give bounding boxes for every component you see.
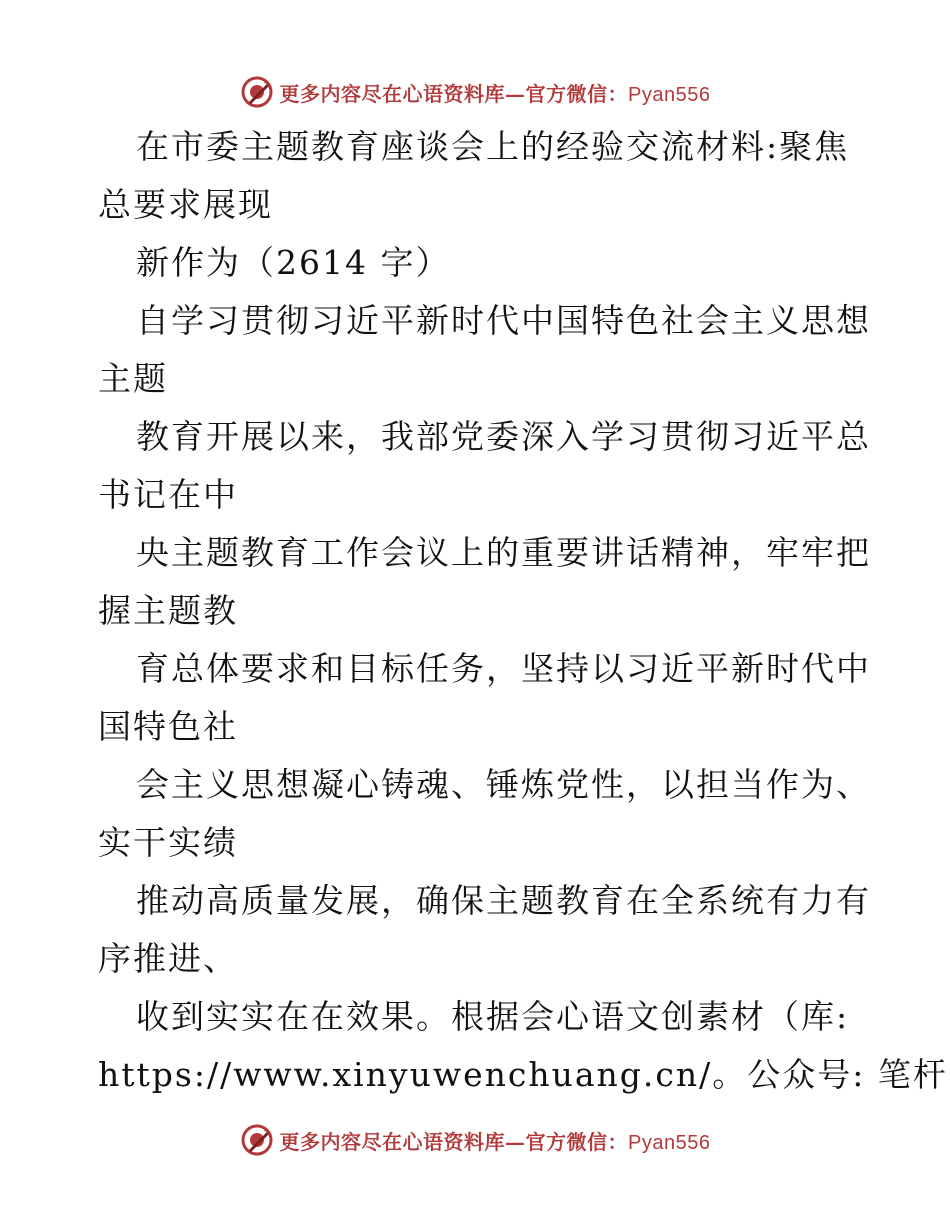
body-line: 育总体要求和目标任务，坚持以习近平新时代中 (136, 649, 871, 688)
body-line: 国特色社 (98, 707, 238, 746)
body-line: 新作为（2614 字） (136, 243, 451, 282)
header-wechat-id: Pyan556 (628, 83, 711, 106)
body-line: 实干实绩 (98, 823, 238, 862)
pen-logo-icon (240, 75, 274, 109)
body-line: 会主义思想凝心铸魂、锤炼党性，以担当作为、 (136, 765, 871, 804)
body-line: 序推进、 (98, 939, 238, 978)
body-line: 央主题教育工作会议上的重要讲话精神，牢牢把 (136, 533, 871, 572)
body-line: 自学习贯彻习近平新时代中国特色社会主义思想 (136, 301, 871, 340)
body-line: 推动高质量发展，确保主题教育在全系统有力有 (136, 881, 871, 920)
body-line: 收到实实在在效果。根据会心语文创素材（库: (136, 997, 850, 1036)
footer-banner (0, 1118, 950, 1162)
body-line: 在市委主题教育座谈会上的经验交流材料:聚焦 (136, 127, 850, 166)
body-line: 主题 (98, 359, 168, 398)
header-banner (0, 70, 950, 114)
document-body (98, 118, 948, 1104)
footer-banner-text: 更多内容尽在心语资料库—官方微信：Pyan556 (279, 1129, 711, 1154)
body-line: 握主题教 (98, 591, 238, 630)
body-line: 总要求展现 (98, 185, 273, 224)
pen-logo-icon (240, 1123, 274, 1157)
footer-wechat-id: Pyan556 (628, 1131, 711, 1154)
header-banner-text: 更多内容尽在心语资料库—官方微信：Pyan556 (279, 81, 711, 106)
body-line: 书记在中 (98, 475, 238, 514)
body-line: 教育开展以来，我部党委深入学习贯彻习近平总 (136, 417, 871, 456)
body-line: https://www.xinyuwenchuang.cn/。公众号: 笔杆 (98, 1055, 948, 1094)
